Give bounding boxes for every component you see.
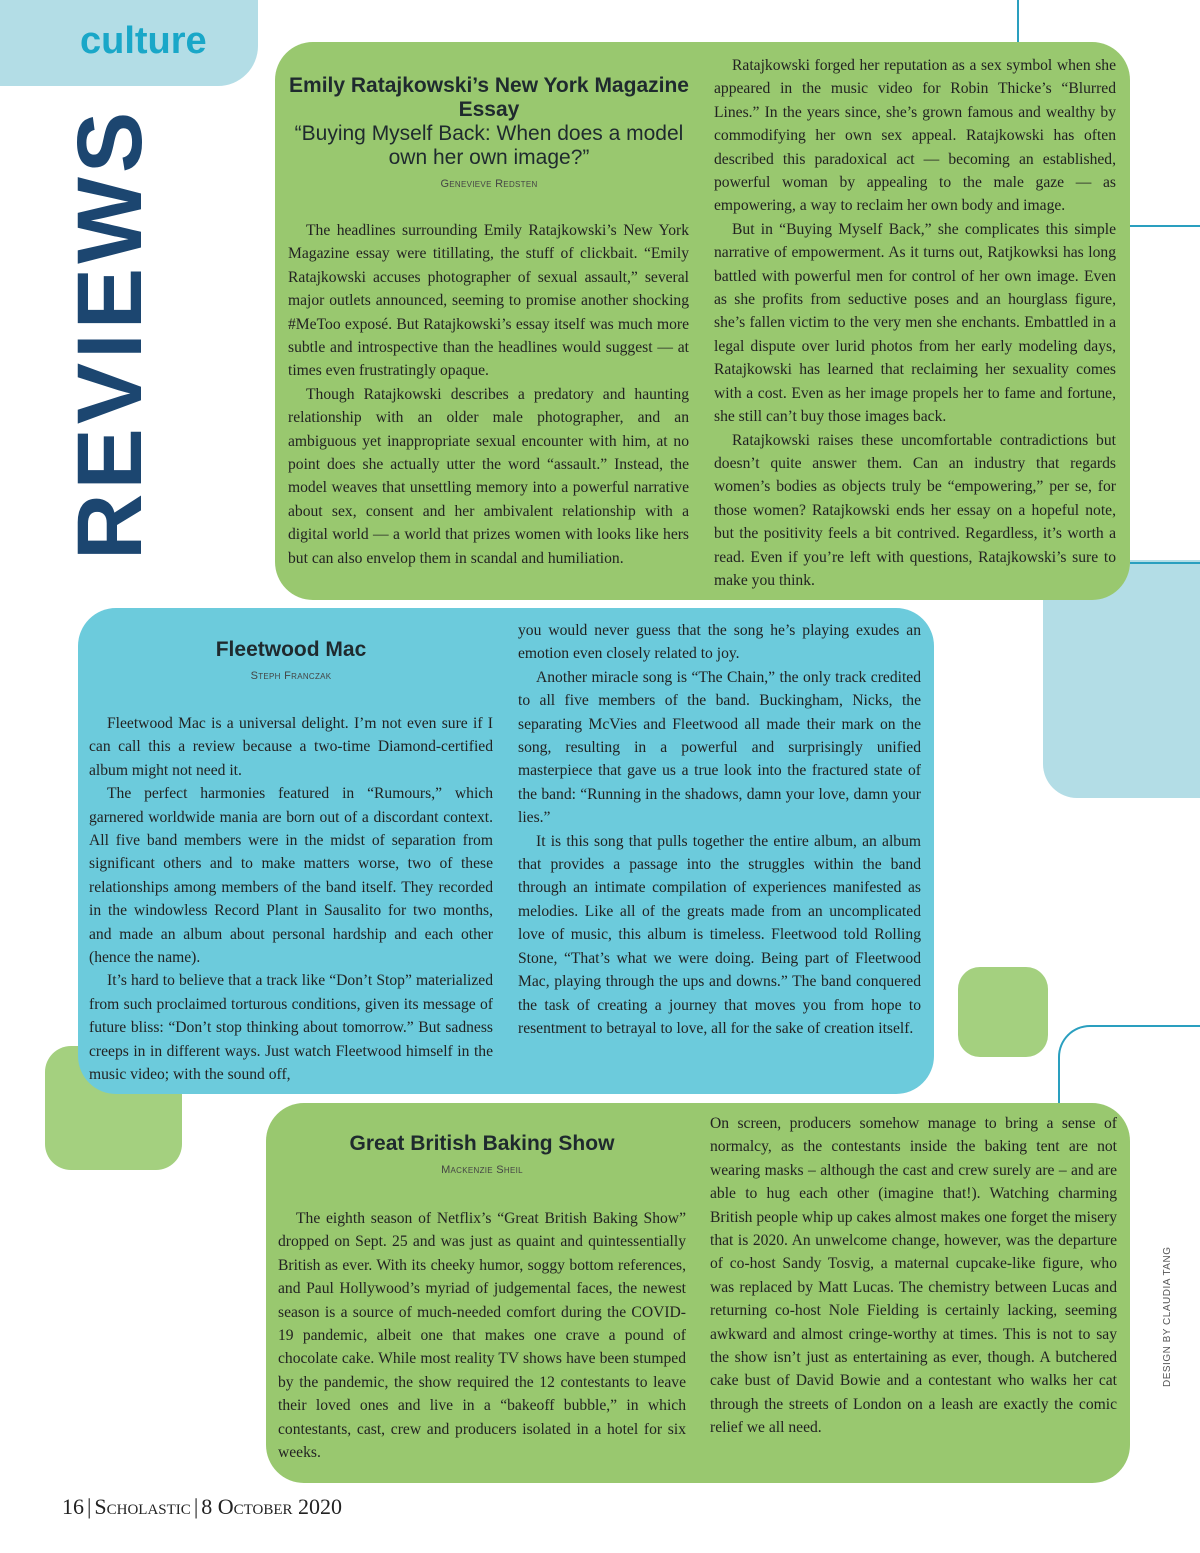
- design-credit: DESIGN BY CLAUDIA TANG: [1162, 1246, 1173, 1387]
- paragraph: Another miracle song is “The Chain,” the only track credited to all five members of the band. Buckingham, Nicks, the separating McVies and Fleetwood all made their mark on the song, resulting in a powerful and surprisingly unified masterpiece that gave us a true look into the fractured state of the band: “Running in the shadows, damn your love, damn your lies.”: [518, 668, 921, 827]
- review-author: Steph Franczak: [250, 670, 332, 682]
- paragraph: It’s hard to believe that a track like “Don’t Stop” materialized from such proclaimed torturous conditions, given its message of future bliss: “Don’t stop thinking about tomorrow.” But sadness creeps in in different ways. Just watch Fleetwood himself in the music video; with the sound off,: [89, 972, 493, 1084]
- footer-separator: |: [87, 1494, 92, 1519]
- review-subtitle: “Buying Myself Back: When does a model own her own image?”: [294, 122, 684, 169]
- decorative-line: [1017, 0, 1019, 44]
- paragraph: But in “Buying Myself Back,” she complicates this simple narrative of empowerment. As it turns out, Ratjkowksi has long battled with powerful men for control of her own image. Even as she profits from seductive poses and an hourglass figure, she’s fallen victim to the very men she enchants. Embattled in a legal dispute over lurid photos from her early modeling days, Ratajkowski has learned that reclaiming her sexuality comes with a cost. Even as her image propels her to fame and fortune, she still can’t buy those images back.: [714, 220, 1116, 426]
- review-column-right: [714, 54, 1116, 592]
- paragraph: It is this song that pulls together the entire album, an album that provides a passage into the struggles within the band through an intimate compilation of experiences manifested as melodies. Like all of the greats made from an uncomplicated love of music, this album is timeless. Fleetwood told Rolling Stone, “That’s what we were doing. Being part of Fleetwood Mac, playing through the ups and downs.” The band conquered the task of creating a journey that moves you from hope to resentment to betrayal to love, all for the sake of creation itself.: [518, 832, 921, 1037]
- page-footer: [62, 1494, 342, 1520]
- page-number: 16: [62, 1494, 84, 1519]
- review-header: [285, 74, 693, 190]
- paragraph: The headlines surrounding Emily Ratajkowski’s New York Magazine essay were titillating, the stuff of clickbait. “Emily Ratajkowski accuses photographer of sexual assault,” several major outlets announced, seeming to promise another shocking #MeToo exposé. But Ratajkowski’s essay itself was much more subtle and introspective than the headlines would suggest — at times even frustratingly opaque.: [288, 222, 689, 380]
- footer-separator: |: [193, 1494, 199, 1519]
- review-author: Mackenzie Sheil: [441, 1164, 523, 1176]
- paragraph: Fleetwood Mac is a universal delight. I’m not even sure if I can call this a review because a two-time Diamond-certified album might not need it.: [89, 715, 493, 779]
- review-title: Great British Baking Show: [349, 1132, 615, 1155]
- paragraph: The perfect harmonies featured in “Rumours,” which garnered worldwide mania are born out of a discordant context. All five band members were in the midst of separation from significant others and to make matters worse, two of these relationships among members of the band itself. They recorded in the windowless Record Plant in Sausalito for two months, and made an album about personal hardship and each other (hence the name).: [89, 785, 493, 967]
- review-column-left: [278, 1207, 686, 1464]
- review-column-left: [288, 219, 689, 570]
- issue-date: 8 October 2020: [201, 1494, 343, 1519]
- review-header: [89, 638, 493, 682]
- review-title: Emily Ratajkowski’s New York Magazine Essay: [289, 74, 689, 121]
- paragraph: The eighth season of Netflix’s “Great British Baking Show” dropped on Sept. 25 and was just as quaint and quintessentially British as ever. With its cheeky humor, soggy bottom references, and Paul Hollywood’s myriad of judgemental faces, the newest season is a source of much-needed comfort during the COVID-19 pandemic, albeit one that makes one crave a pound of chocolate cake. While most reality TV shows have been stumped by the pandemic, the show required the 12 contestants to leave their loved ones and live in a “bakeoff bubble,” in which contestants, cast, crew and producers isolated in a hotel for six weeks.: [278, 1210, 686, 1462]
- review-header: [278, 1132, 686, 1176]
- paragraph: Ratajkowski forged her reputation as a sex symbol when she appeared in the music video for Robin Thicke’s “Blurred Lines.” In the years since, she’s grown famous and wealthy by commodifying her own sex appeal. Ratajkowski has often described this paradoxical act — becoming an established, powerful woman by appealing to the male gaze — as empowering, a way to reclaim her own body and image.: [714, 57, 1116, 215]
- paragraph-continuation: you would never guess that the song he’s playing exudes an emotion even closely related to joy.: [518, 622, 921, 663]
- review-column-right: [518, 619, 921, 1040]
- section-label: culture: [80, 20, 207, 62]
- decorative-line: [1130, 225, 1200, 227]
- review-column-left: [89, 712, 493, 1087]
- review-column-right: [710, 1112, 1117, 1440]
- decorative-square-small: [958, 967, 1048, 1057]
- publication-name: Scholastic: [94, 1494, 191, 1519]
- paragraph: Ratajkowski raises these uncomfortable contradictions but doesn’t quite answer them. Can an industry that regards women’s bodies as objects truly be “empowering,” per se, for those women? Ratajkowski ends her essay on a hopeful note, but the positivity feels a bit contrived. Regardless, it’s worth a read. Even if you’re left with questions, Ratajkowski’s sure to make you think.: [714, 431, 1116, 589]
- review-title: Fleetwood Mac: [215, 638, 367, 661]
- paragraph-continuation: On screen, producers somehow manage to bring a sense of normalcy, as the contestants inside the baking tent are not wearing masks – although the cast and crew surely are – and are able to hug each other (imagine that!). Watching charming British people whip up cakes almost makes one forget the misery that is 2020. An unwelcome change, however, was the departure of co-host Sandy Tosvig, a maternal cupcake-like figure, who was replaced by Matt Lucas. The chemistry between Lucas and returning co-host Nole Fielding is certainly lacking, seeming awkward and almost cringe-worthy at times. This is not to say the show isn’t just as entertaining as ever, though. A butchered cake bust of David Bowie and a contestant who walks her cat through the streets of London on a leash are exactly the comic relief we all need.: [710, 1115, 1117, 1437]
- paragraph: Though Ratajkowski describes a predatory and haunting relationship with an older male photographer, and an ambiguous yet inappropriate sexual encounter with him, at no point does she actually utter the word “assault.” Instead, the model weaves that unsettling memory into a powerful narrative about sex, consent and her ambivalent relationship with a digital world — a world that prizes women with looks like hers but can also envelop them in scandal and humiliation.: [288, 385, 689, 567]
- vertical-title: REVIEWS: [59, 107, 161, 560]
- review-author: Genevieve Redsten: [440, 178, 538, 190]
- decorative-line: [1130, 562, 1200, 564]
